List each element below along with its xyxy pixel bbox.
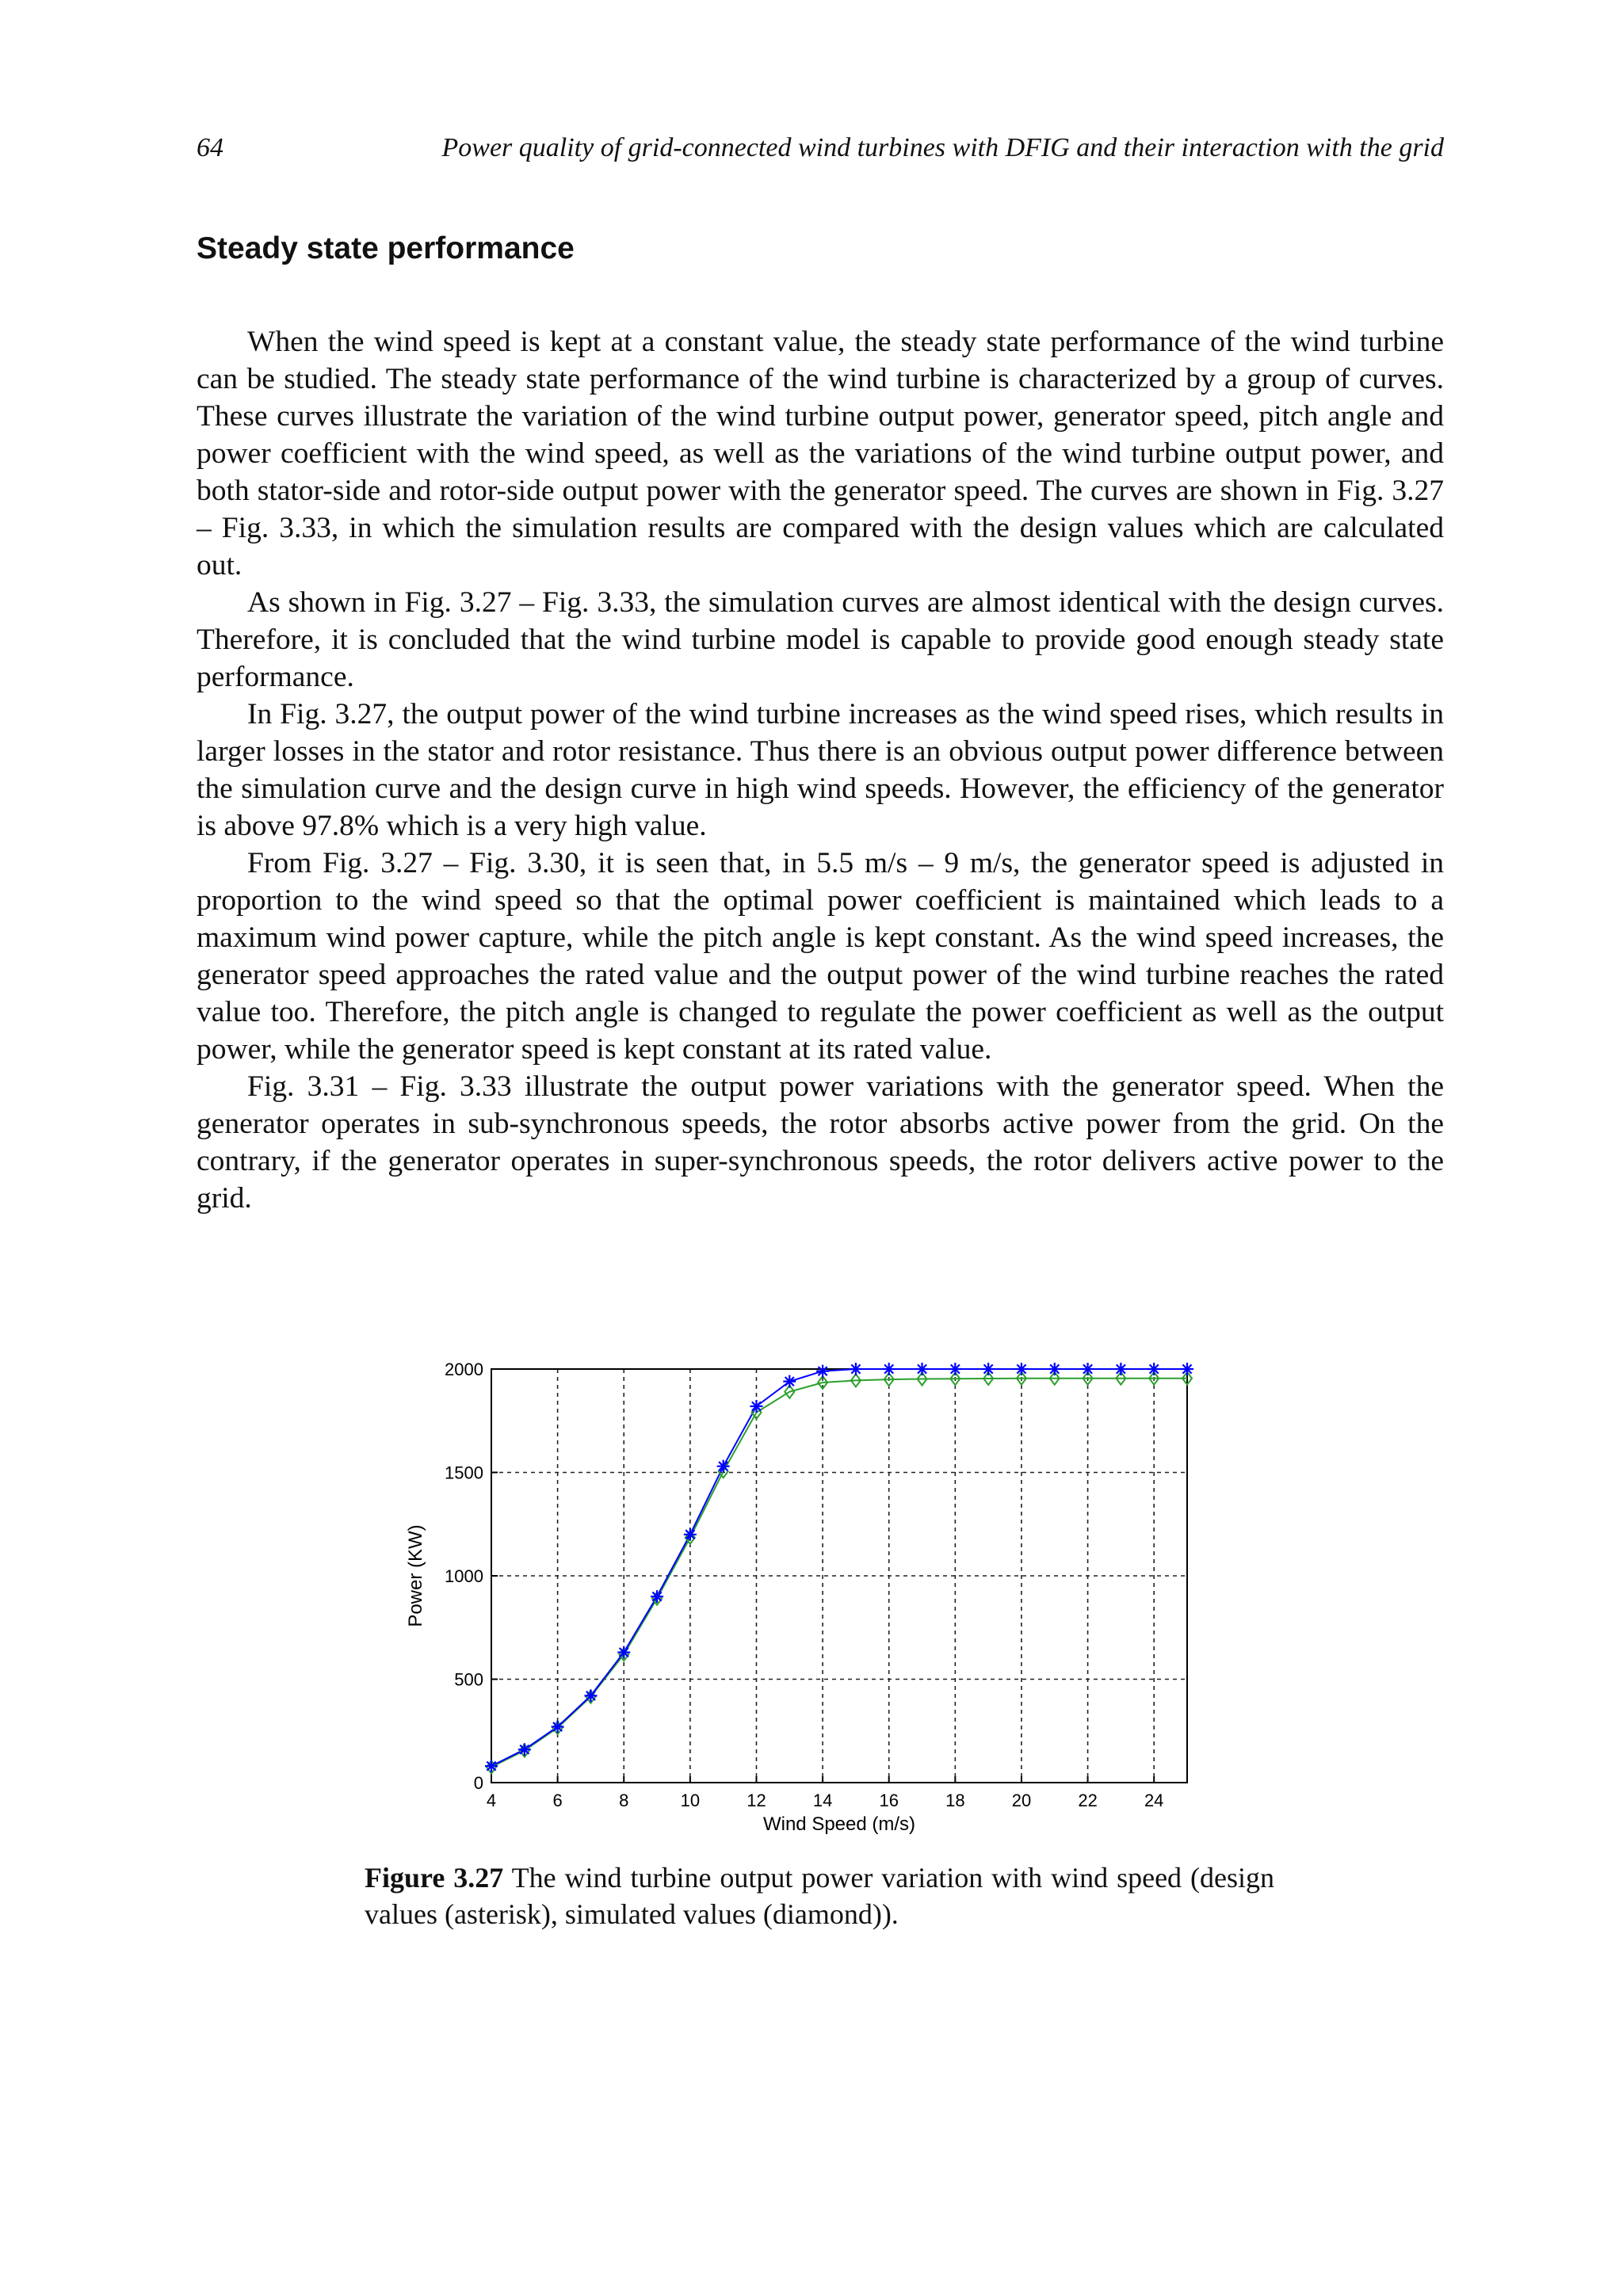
series-line xyxy=(491,1369,1187,1766)
data-point-asterisk xyxy=(750,1400,762,1413)
paragraph: From Fig. 3.27 – Fig. 3.30, it is seen that, in 5.5 m/s – 9 m/s, the generator speed is adjusted in proportion to the wind speed so that the optimal power coefficient is maintained which leads to a maximum wind power capture, while the pitch angle is kept constant. As the wind speed increases, the generator speed approaches the rated value and the output power of the wind turbine reaches the rated value too. Therefore, the pitch angle is changed to regulate the power coefficient as well as the output power, while the generator speed is kept constant at its rated value. xyxy=(197,847,1444,1066)
caption-text: The wind turbine output power variation with wind speed (design values (asterisk), simulated values (diamond)). xyxy=(365,1862,1274,1930)
data-point-asterisk xyxy=(1082,1363,1094,1375)
x-tick-label: 12 xyxy=(747,1791,766,1810)
paragraph: As shown in Fig. 3.27 – Fig. 3.33, the simulation curves are almost identical with the design curves. Therefore, it is concluded that the wind turbine model is capable to provide good enough steady state performance. xyxy=(197,586,1444,693)
y-tick-label: 1500 xyxy=(445,1463,483,1483)
y-tick-label: 0 xyxy=(473,1773,483,1793)
paragraph: When the wind speed is kept at a constant value, the steady state performance of the wind turbine can be studied. The steady state performance of the wind turbine is characterized by a group of curves. These curves illustrate the variation of the wind turbine output power, generator speed, pitch angle and power coefficient with the wind speed, as well as the variations of the wind turbine output power, and both stator-side and rotor-side output power with the generator speed. The curves are shown in Fig. 3.27 – Fig. 3.33, in which the simulation results are compared with the design values which are calculated out. xyxy=(197,326,1444,582)
x-axis-label: Wind Speed (m/s) xyxy=(762,1814,916,1835)
body-text xyxy=(197,323,1444,1217)
data-point-asterisk xyxy=(518,1743,531,1756)
figure-3-27 xyxy=(388,1339,1205,1846)
data-point-asterisk xyxy=(1048,1363,1061,1375)
running-title: Power quality of grid-connected wind turbines with DFIG and their interaction with the grid xyxy=(441,133,1444,162)
data-point-asterisk xyxy=(485,1760,498,1772)
paragraph: Fig. 3.31 – Fig. 3.33 illustrate the output power variations with the generator speed. When the generator operates in sub-synchronous speeds, the rotor absorbs active power from the grid. On the contrary, if the generator operates in super-synchronous speeds, the rotor delivers active power to the grid. xyxy=(197,1070,1444,1215)
data-point-asterisk xyxy=(816,1365,829,1378)
y-tick-label: 500 xyxy=(454,1669,483,1690)
data-point-asterisk xyxy=(883,1363,896,1375)
data-point-asterisk xyxy=(1181,1363,1193,1375)
data-point-asterisk xyxy=(651,1590,663,1603)
y-tick-label: 1000 xyxy=(445,1566,483,1586)
data-point-asterisk xyxy=(617,1646,630,1659)
y-axis-label: Power (KW) xyxy=(405,1524,426,1627)
x-tick-label: 10 xyxy=(680,1791,701,1810)
series-line xyxy=(491,1379,1187,1768)
x-tick-label: 14 xyxy=(812,1791,833,1810)
data-point-asterisk xyxy=(850,1363,862,1375)
x-tick-label: 20 xyxy=(1011,1791,1032,1810)
data-point-asterisk xyxy=(982,1363,995,1375)
page-header xyxy=(197,133,1444,173)
caption-label: Figure 3.27 xyxy=(365,1862,504,1894)
power-curve-chart xyxy=(388,1339,1205,1846)
data-point-asterisk xyxy=(949,1363,961,1375)
data-point-asterisk xyxy=(1015,1363,1028,1375)
x-tick-label: 24 xyxy=(1144,1791,1164,1810)
data-point-asterisk xyxy=(783,1375,796,1388)
x-tick-label: 22 xyxy=(1078,1791,1098,1810)
page-number: 64 xyxy=(197,133,223,162)
paragraph: In Fig. 3.27, the output power of the wind turbine increases as the wind speed rises, which results in larger losses in the stator and rotor resistance. Thus there is an obvious output power difference between the simulation curve and the design curve in high wind speeds. However, the efficiency of the generator is above 97.8% which is a very high value. xyxy=(197,698,1444,842)
figure-caption xyxy=(365,1859,1274,1932)
x-tick-label: 6 xyxy=(552,1791,563,1810)
y-tick-label: 2000 xyxy=(445,1360,483,1379)
x-tick-label: 16 xyxy=(879,1791,899,1810)
section-title: Steady state performance xyxy=(197,231,575,265)
data-point-asterisk xyxy=(1114,1363,1127,1375)
data-point-asterisk xyxy=(916,1363,929,1375)
x-tick-label: 18 xyxy=(945,1791,965,1810)
x-tick-label: 4 xyxy=(486,1791,497,1810)
x-tick-label: 8 xyxy=(619,1791,629,1810)
data-point-asterisk xyxy=(1148,1363,1160,1375)
